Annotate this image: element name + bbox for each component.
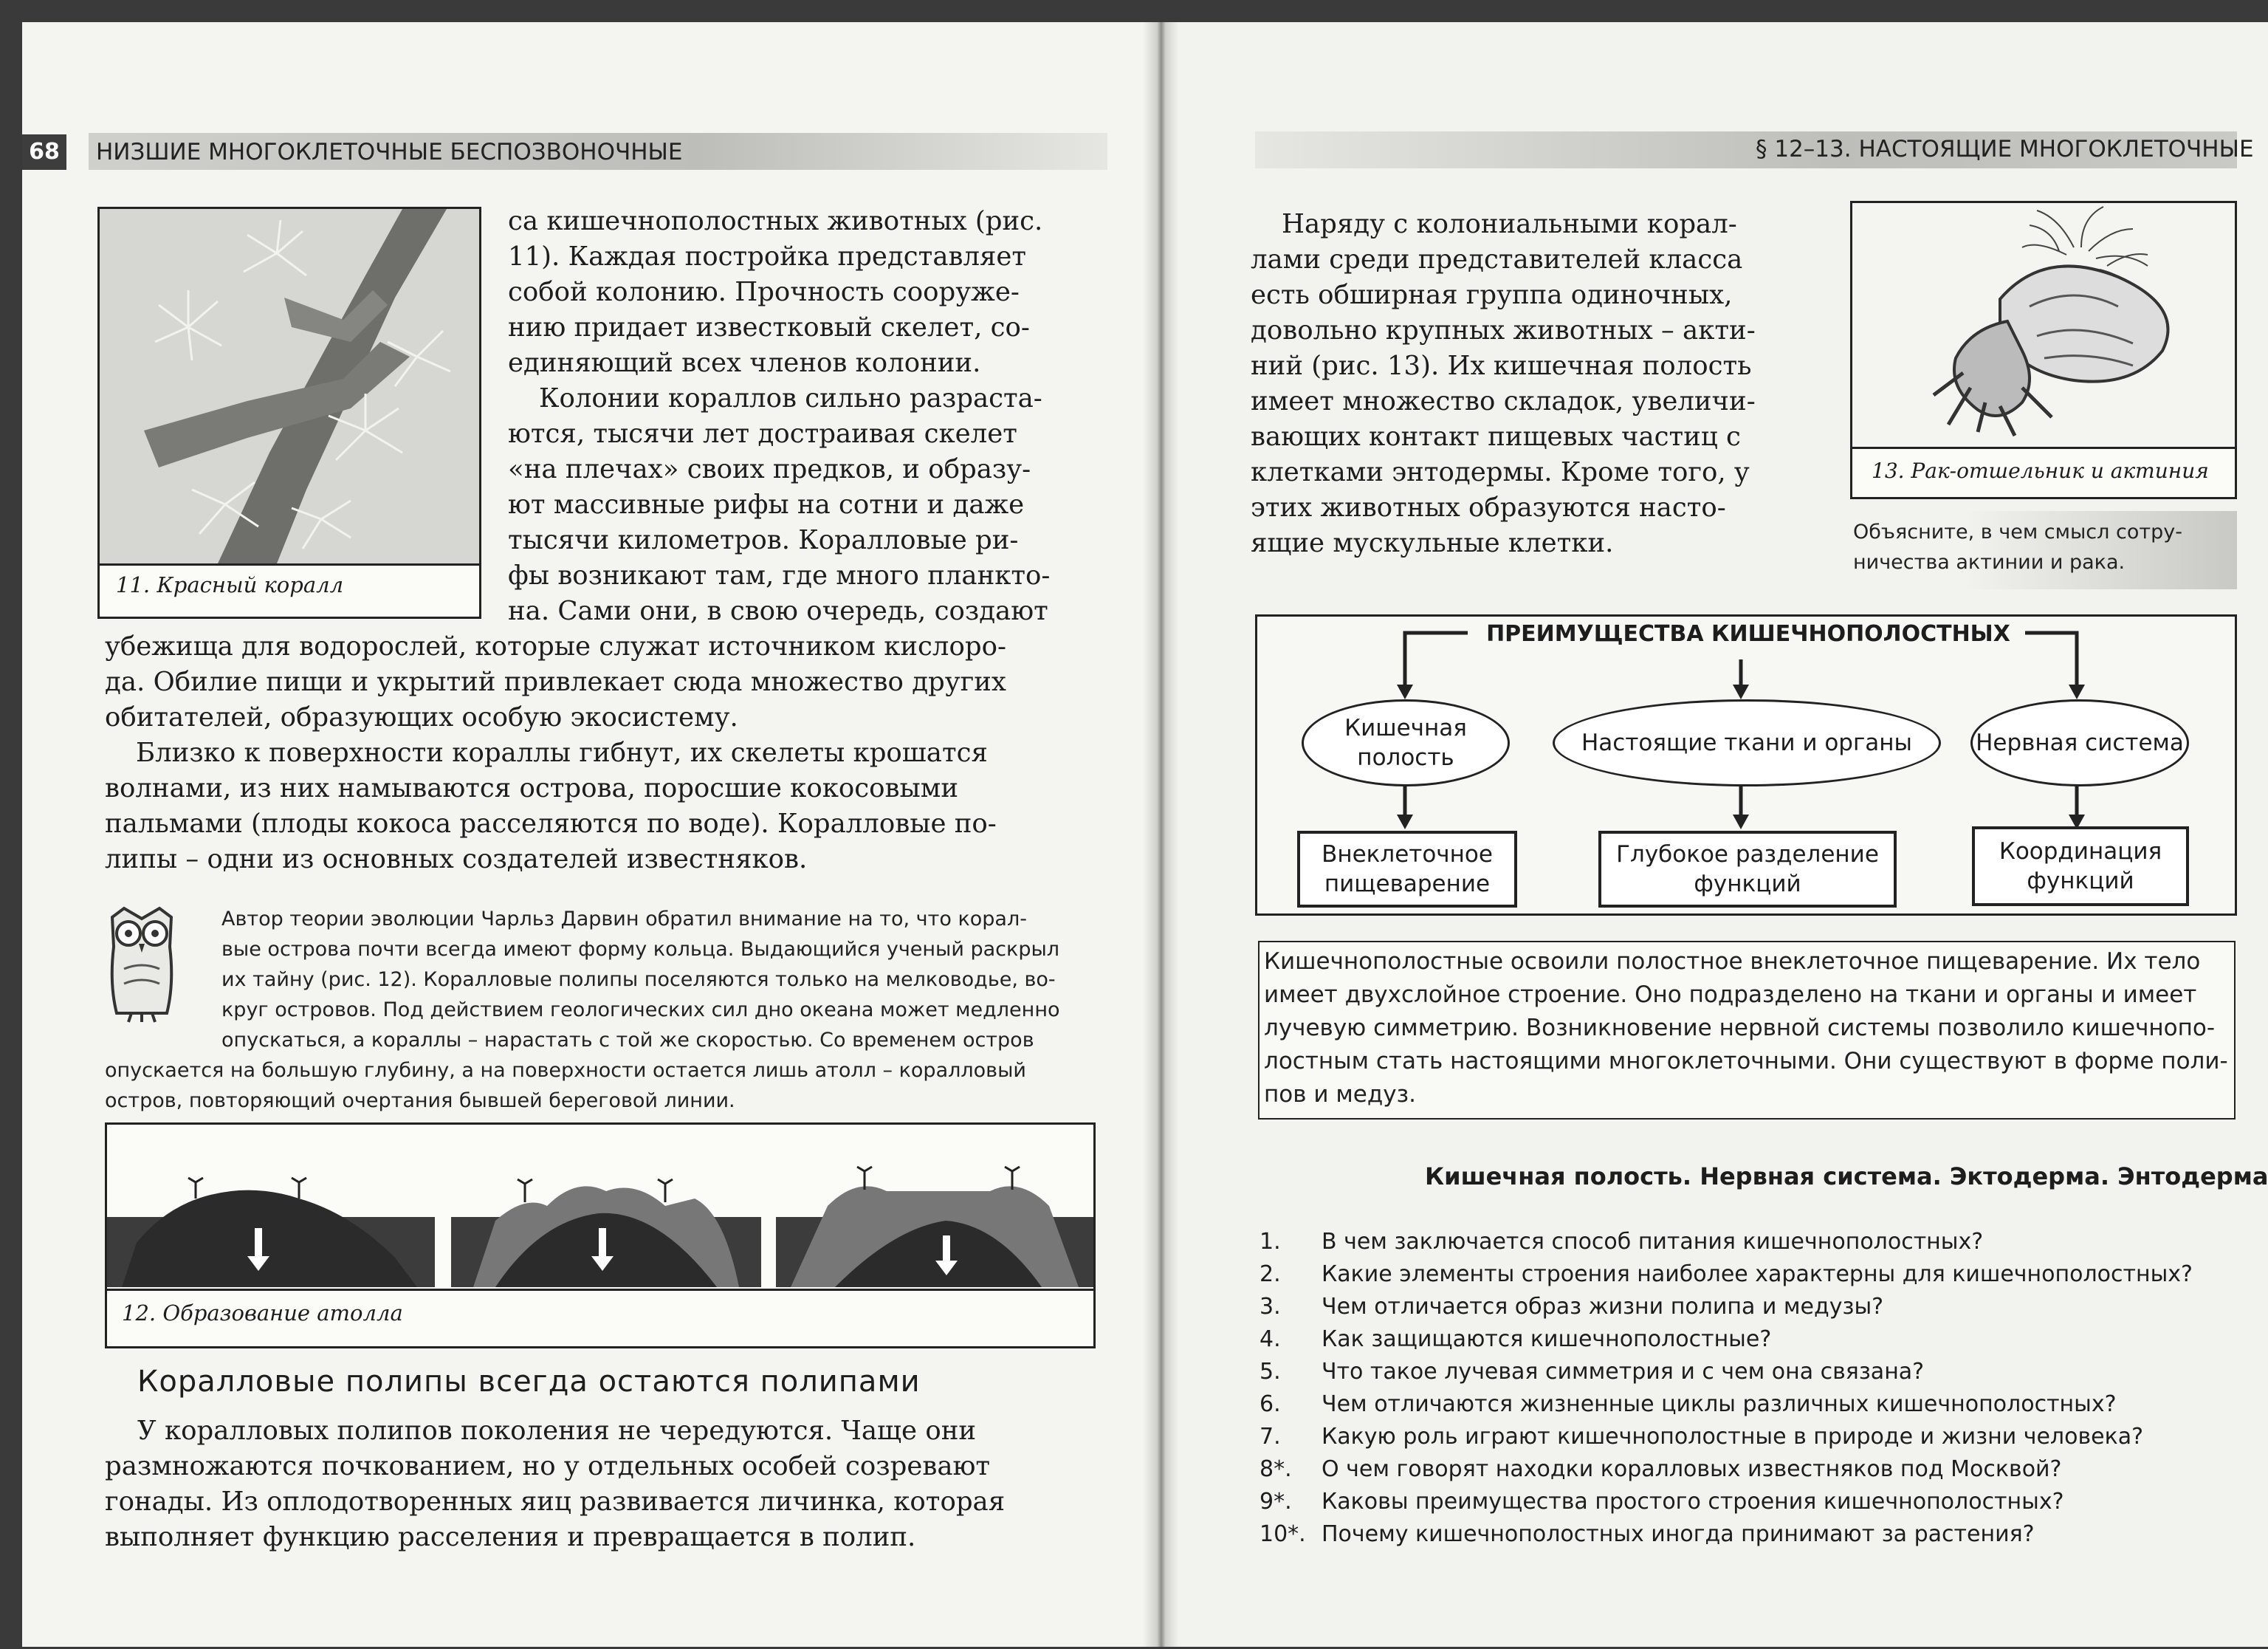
summary-box	[1258, 941, 2236, 1120]
text-line: ящие мускульные клетки.	[1251, 528, 1614, 558]
text-line: нию придает известковый скелет, со-	[508, 312, 1030, 343]
text-line: липы – одни из основных создателей известняков.	[105, 844, 808, 874]
text-line: опускается на большую глубину, а на поверхности остается лишь атолл – коралловый	[105, 1059, 1026, 1082]
text-line: есть обширная группа одиночных,	[1251, 280, 1733, 310]
text-line: довольно крупных животных – акти-	[1251, 315, 1756, 346]
text-line: лами среди представителей класса	[1251, 244, 1743, 275]
question-item	[1260, 1388, 2117, 1421]
question-text: Какие элементы строения наиболее характерны для кишечнополостных?	[1322, 1261, 2193, 1287]
question-item	[1260, 1291, 1883, 1323]
text-line: гонады. Из оплодотворенных яиц развивается личинка, которая	[105, 1487, 1006, 1517]
question-number: 6.	[1260, 1391, 1281, 1417]
text-line: имеет множество складок, увеличи-	[1251, 386, 1756, 416]
question-number: 1.	[1260, 1229, 1281, 1255]
text-line: на. Сами они, в свою очередь, создают	[508, 596, 1048, 626]
figure-12-frame	[105, 1122, 1096, 1348]
question-text: Почему кишечнополостных иногда принимают за растения?	[1322, 1521, 2035, 1547]
diagram-title: ПРЕИМУЩЕСТВА КИШЕЧНОПОЛОСТНЫХ	[1486, 621, 2010, 647]
figure-12-caption: 12. Образование атолла	[122, 1300, 403, 1326]
question-number: 9*.	[1260, 1489, 1292, 1515]
section-heading: Коралловые полипы всегда остаются полипами	[137, 1365, 921, 1399]
text-line: имеет двухслойное строение. Оно подразделено на ткани и органы и имеет	[1264, 981, 2197, 1008]
figure-11-frame	[97, 207, 481, 619]
book-spine	[1143, 22, 1178, 1647]
text-line: вые острова почти всегда имеют форму кольца. Выдающийся ученый раскрыл	[221, 938, 1060, 961]
text-line: круг островов. Под действием геологических сил дно океана может медленно	[221, 998, 1060, 1021]
text-line: ний (рис. 13). Их кишечная полость	[1251, 351, 1752, 381]
question-text: О чем говорят находки коралловых известняков под Москвой?	[1322, 1456, 2062, 1482]
figure-13-question-line: ничества актинии и рака.	[1853, 551, 2126, 574]
question-item	[1260, 1323, 1771, 1356]
question-item	[1260, 1453, 2061, 1486]
question-number: 4.	[1260, 1326, 1281, 1352]
text-line: опускаться, а кораллы – нарастать с той же скоростью. Со временем остров	[221, 1029, 1034, 1052]
question-item	[1260, 1258, 2193, 1291]
question-text: Как защищаются кишечнополостные?	[1322, 1326, 1772, 1352]
question-text: В чем заключается способ питания кишечнополостных?	[1322, 1229, 1984, 1255]
question-item	[1260, 1421, 2143, 1453]
owl-icon	[102, 902, 182, 1028]
text-line: ются, тысячи лет достраивая скелет	[508, 419, 1017, 449]
text-line: Близко к поверхности кораллы гибнут, их скелеты крошатся	[136, 738, 988, 768]
figure-12-divider	[107, 1289, 1093, 1291]
figure-11-divider	[100, 563, 479, 566]
diagram-node-extracellular-digestion: Внеклеточное пищеварение	[1297, 831, 1517, 908]
text-line: убежища для водорослей, которые служат источником кислоро-	[105, 631, 1006, 662]
text-line: Наряду с колониальными корал-	[1282, 209, 1737, 239]
figure-11-caption: 11. Красный коралл	[116, 572, 344, 597]
text-line: «на плечах» своих предков, и образу-	[508, 454, 1031, 484]
text-line: единяющий всех членов колонии.	[508, 348, 981, 378]
text-line: клетками энтодермы. Кроме того, у	[1251, 457, 1750, 487]
text-line: пов и медуз.	[1264, 1081, 1416, 1108]
figure-13-question-line: Объясните, в чем смысл сотру-	[1853, 521, 2182, 544]
question-item	[1260, 1486, 2064, 1518]
diagram-node-true-tissues: Настоящие ткани и органы	[1553, 699, 1941, 786]
figure-13-caption: 13. Рак-отшельник и актиния	[1872, 459, 2209, 483]
figure-13-frame	[1850, 201, 2237, 499]
question-item	[1260, 1518, 2035, 1551]
text-line: 11). Каждая постройка представляет	[508, 241, 1027, 272]
page-number: 68	[22, 134, 66, 170]
question-text: Что такое лучевая симметрия и с чем она связана?	[1322, 1359, 1925, 1385]
text-line: собой колонию. Прочность сооруже-	[508, 277, 1020, 307]
text-line: размножаются почкованием, но у отдельных особей созревают	[105, 1451, 991, 1481]
question-number: 5.	[1260, 1359, 1281, 1385]
question-number: 7.	[1260, 1424, 1281, 1450]
text-line: волнами, из них намываются острова, поросшие кокосовыми	[105, 773, 959, 803]
diagram-node-intestinal-cavity: Кишечная полость	[1302, 699, 1510, 786]
right-running-title: § 12–13. НАСТОЯЩИЕ МНОГОКЛЕТОЧНЫЕ	[1756, 136, 2254, 162]
text-line: пальмами (плоды кокоса расселяются по воде). Коралловые по-	[105, 809, 997, 839]
red-coral-illustration	[100, 209, 479, 563]
text-line: их тайну (рис. 12). Коралловые полипы поселяются только на мелководье, во-	[221, 968, 1056, 991]
question-number: 10*.	[1260, 1521, 1306, 1547]
question-number: 8*.	[1260, 1456, 1292, 1482]
question-text: Какую роль играют кишечнополостные в природе и жизни человека?	[1322, 1424, 2144, 1450]
question-item	[1260, 1226, 1983, 1258]
text-line: обитателей, образующих особую экосистему.	[105, 702, 738, 733]
hermit-crab-illustration	[1852, 203, 2235, 447]
text-line: фы возникают там, где много планкто-	[508, 560, 1051, 591]
text-line: са кишечнополостных животных (рис.	[508, 206, 1043, 236]
question-number: 2.	[1260, 1261, 1281, 1287]
diagram-node-division-of-functions: Глубокое разделение функций	[1598, 831, 1897, 908]
text-line: остров, повторяющий очертания бывшей береговой линии.	[105, 1089, 735, 1112]
figure-13-divider	[1852, 447, 2235, 449]
diagram-node-coordination: Координация функций	[1972, 826, 2189, 906]
text-line: этих животных образуются насто-	[1251, 493, 1726, 523]
text-line: да. Обилие пищи и укрытий привлекает сюда множество других	[105, 667, 1006, 697]
advantages-diagram	[1255, 614, 2237, 916]
text-line: Колонии кораллов сильно разраста-	[539, 383, 1042, 414]
question-text: Чем отличаются жизненные циклы различных кишечнополостных?	[1322, 1391, 2117, 1417]
text-line: тысячи километров. Коралловые ри-	[508, 525, 1019, 555]
question-item	[1260, 1356, 1924, 1388]
question-number: 3.	[1260, 1294, 1281, 1320]
question-text: Чем отличается образ жизни полипа и медузы?	[1322, 1294, 1884, 1320]
text-line: вающих контакт пищевых частиц с	[1251, 422, 1741, 452]
left-running-title: НИЗШИЕ МНОГОКЛЕТОЧНЫЕ БЕСПОЗВОНОЧНЫЕ	[96, 139, 683, 165]
text-line: выполняет функцию расселения и превращается в полип.	[105, 1522, 916, 1552]
atoll-formation-illustration	[107, 1125, 1093, 1287]
text-line: У коралловых полипов поколения не чередуются. Чаще они	[137, 1416, 977, 1446]
text-line: лучевую симметрию. Возникновение нервной системы позволило кишечнопо-	[1264, 1015, 2216, 1041]
text-line: лостным стать настоящими многоклеточными. Они существуют в форме поли-	[1264, 1048, 2228, 1074]
keywords-heading: Кишечная полость. Нервная система. Эктодерма. Энтодерма	[1425, 1162, 2268, 1190]
question-text: Каковы преимущества простого строения кишечнополостных?	[1322, 1489, 2064, 1515]
diagram-node-nervous-system: Нервная система	[1970, 699, 2189, 786]
text-line: Автор теории эволюции Чарльз Дарвин обратил внимание на то, что корал-	[221, 908, 1027, 930]
text-line: ют массивные рифы на сотни и даже	[508, 490, 1025, 520]
text-line: Кишечнополостные освоили полостное внеклеточное пищеварение. Их тело	[1264, 948, 2201, 975]
